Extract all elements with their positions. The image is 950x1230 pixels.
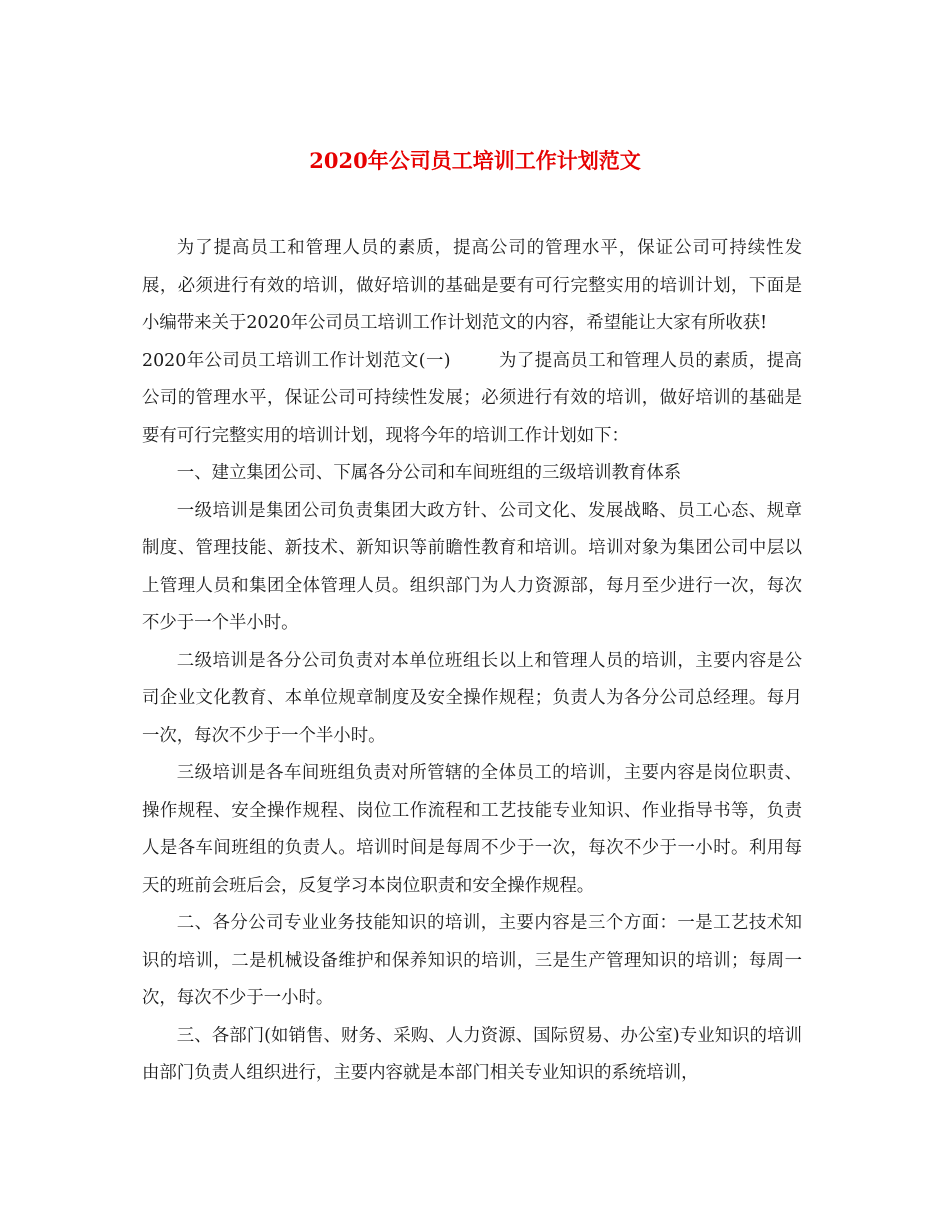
section-lead-text: 为了提高员工和管理人员的素质，提高公司的管理水平，保证公司可持续性发展；必须进行有效的培训，做好培训的基础是要有可行完整实用的培训计划，现将今年的培训工作计划如下： [142,350,802,446]
body-paragraph: 二级培训是各分公司负责对本单位班组长以上和管理人员的培训，主要内容是公司企业文化教育、本单位规章制度及安全操作规程；负责人为各分公司总经理。每月一次，每次不少于一个半小时。 [142,650,802,746]
body-paragraph: 一、建立集团公司、下属各分公司和车间班组的三级培训教育体系 [176,463,682,483]
intro-paragraph: 为了提高员工和管理人员的素质，提高公司的管理水平，保证公司可持续性发展，必须进行有效的培训，做好培训的基础是要有可行完整实用的培训计划，下面是小编带来关于2020年公司员工培训工作计划范文的内容，希望能让大家有所收获! [142,238,802,333]
body-paragraph: 三、各部门(如销售、财务、采购、人力资源、国际贸易、办公室)专业知识的培训由部门负责人组织进行，主要内容就是本部门相关专业知识的系统培训， [142,1025,802,1083]
body-paragraph: 一级培训是集团公司负责集团大政方针、公司文化、发展战略、员工心态、规章制度、管理技能、新技术、新知识等前瞻性教育和培训。培训对象为集团公司中层以上管理人员和集团全体管理人员。组织部门为人力资源部，每月至少进行一次，每次不少于一个半小时。 [142,500,802,633]
body-paragraph: 二、各分公司专业业务技能知识的培训，主要内容是三个方面：一是工艺技术知识的培训，二是机械设备维护和保养知识的培训，三是生产管理知识的培训；每周一次，每次不少于一小时。 [142,913,802,1008]
section-heading: 2020年公司员工培训工作计划范文(一) [142,350,451,371]
body-paragraph: 三级培训是各车间班组负责对所管辖的全体员工的培训，主要内容是岗位职责、操作规程、安全操作规程、岗位工作流程和工艺技能专业知识、作业指导书等，负责人是各车间班组的负责人。培训时间是每周不少于一次，每次不少于一小时。利用每天的班前会班后会，反复学习本岗位职责和安全操作规程。 [142,763,802,896]
document-title: 2020年公司员工培训工作计划范文 [309,148,641,173]
document-body [142,230,802,1093]
section-heading-paragraph [142,343,802,456]
